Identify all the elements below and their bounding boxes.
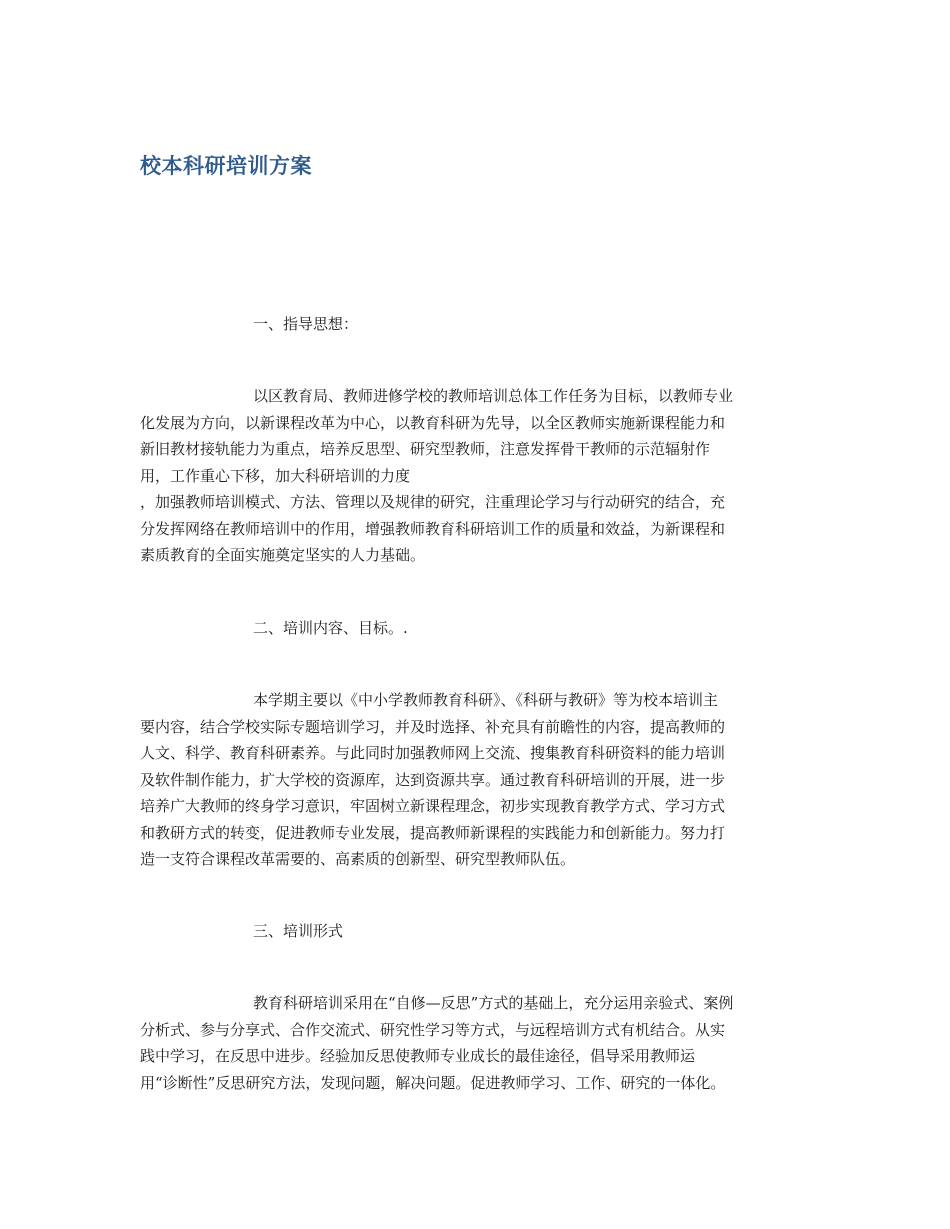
paragraph-line: 分析式、参与分享式、合作交流式、研究性学习等方式，与远程培训方式有机结合。从实 — [140, 1020, 726, 1039]
section-heading-training-form: 三、培训形式 — [253, 922, 344, 940]
paragraph-line: 本学期主要以《中小学教师教育科研》、《科研与教研》等为校本培训主 — [253, 691, 719, 709]
paragraph-line: 及软件制作能力，扩大学校的资源库，达到资源共享。通过教育科研培训的开展，进一步 — [140, 770, 726, 789]
section-paragraph-training-form — [140, 990, 808, 1096]
paragraph-line: 要内容，结合学校实际专题培训学习，并及时选择、补充具有前瞻性的内容，提高教师的 — [140, 717, 726, 736]
section-paragraph-content-goals — [140, 687, 808, 873]
paragraph-line: 人文、科学、教育科研素养。与此同时加强教师网上交流、搜集教育科研资料的能力培训 — [140, 744, 726, 762]
paragraph-line: 新旧教材接轨能力为重点，培养反思型、研究型教师，注意发挥骨干教师的示范辐射作 — [140, 440, 711, 458]
paragraph-line: 和教研方式的转变，促进教师专业发展，提高教师新课程的实践能力和创新能力。努力打 — [140, 823, 726, 842]
paragraph-line: 分发挥网络在教师培训中的作用，增强教师教育科研培训工作的质量和效益，为新课程和 — [140, 519, 726, 538]
section-paragraph-guiding-ideology — [140, 383, 808, 569]
section-heading-content-goals: 二、培训内容、目标。. — [253, 619, 408, 637]
document-title: 校本科研培训方案 — [140, 154, 312, 178]
paragraph-line: 以区教育局、教师进修学校的教师培训总体工作任务为目标，以教师专业 — [253, 387, 734, 405]
paragraph-line: 用，工作重心下移，加大科研培训的力度 — [140, 466, 411, 485]
paragraph-line: 造一支符合课程改革需要的、高素质的创新型、研究型教师队伍。 — [140, 850, 576, 868]
paragraph-line: 素质教育的全面实施奠定坚实的人力基础。 — [140, 546, 426, 564]
section-heading-guiding-ideology: 一、指导思想： — [253, 315, 359, 333]
paragraph-line: 教育科研培训采用在“自修—反思”方式的基础上，充分运用亲验式、案例 — [253, 994, 734, 1012]
paragraph-line: 践中学习，在反思中进步。经验加反思使教师专业成长的最佳途径，倡导采用教师运 — [140, 1047, 696, 1065]
paragraph-line: 培养广大教师的终身学习意识，牢固树立新课程理念，初步实现教育教学方式、学习方式 — [140, 797, 726, 815]
paragraph-line: 用“诊断性”反思研究方法，发现问题，解决问题。促进教师学习、工作、研究的一体化。 — [140, 1073, 726, 1092]
paragraph-line: 化发展为方向，以新课程改革为中心，以教育科研为先导，以全区教师实施新课程能力和 — [140, 413, 726, 432]
paragraph-line: ，加强教师培训模式、方法、管理以及规律的研究，注重理论学习与行动研究的结合，充 — [140, 493, 726, 511]
